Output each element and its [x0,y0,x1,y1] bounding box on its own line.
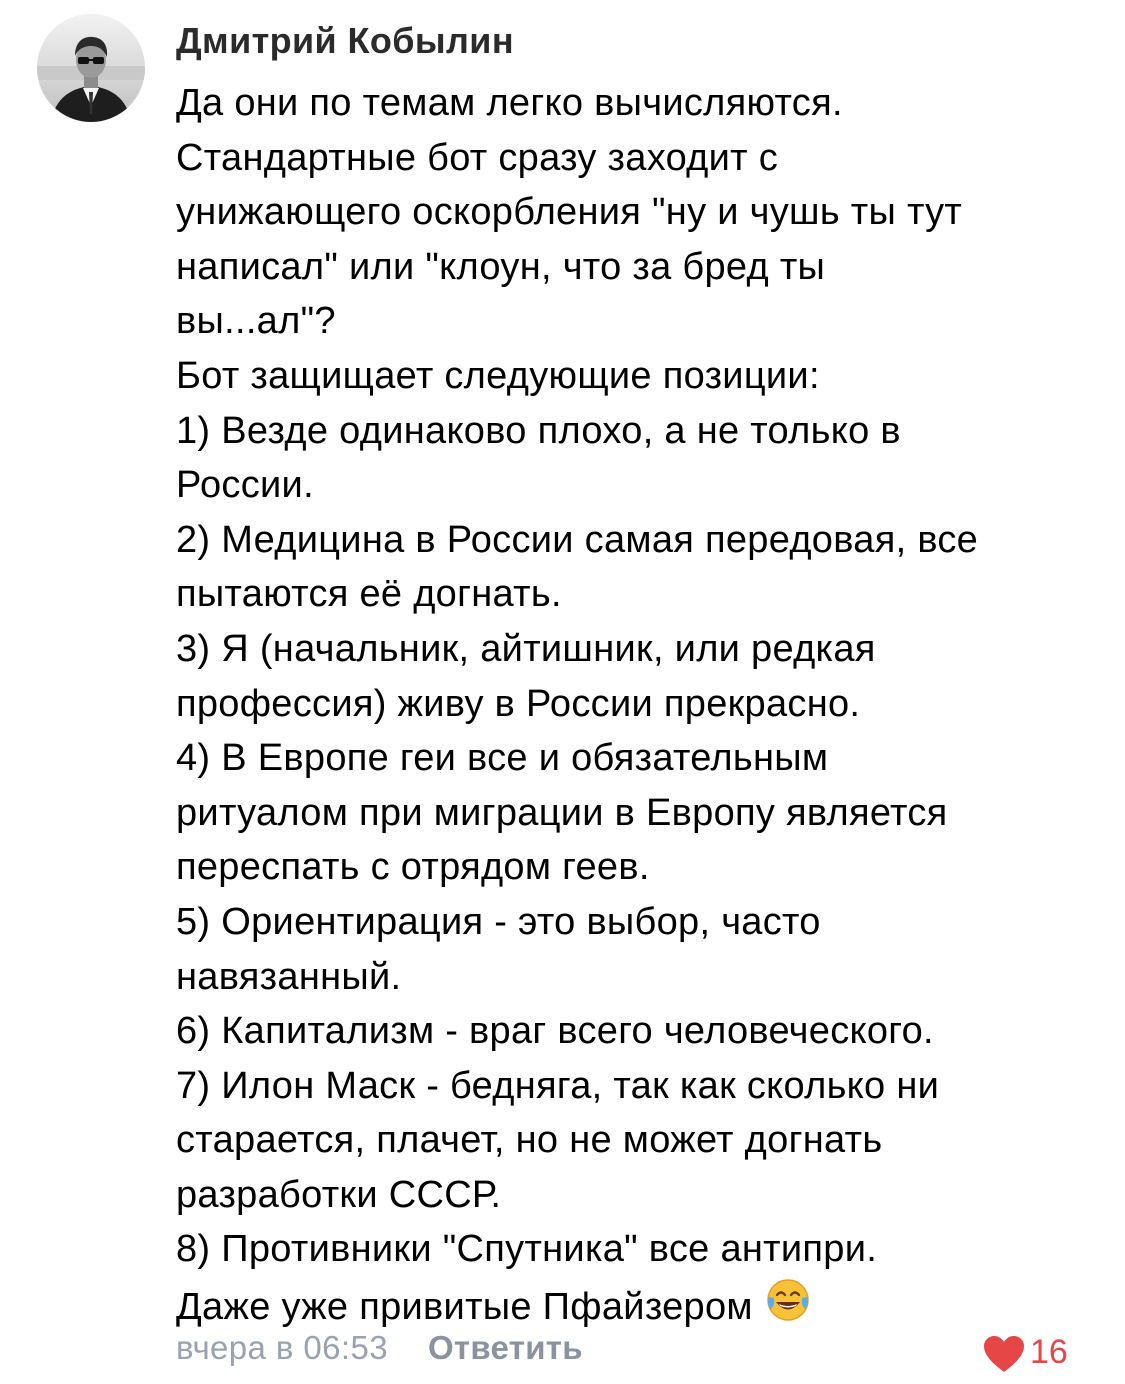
avatar-photo [37,14,145,122]
comment-line: Да они по темам легко вычисляются. [176,82,843,124]
reply-button[interactable]: Ответить [427,1329,583,1366]
comment-line: 4) В Европе геи все и обязательным [176,737,829,780]
comment-line: 8) Противники "Спутника" все антипри. [176,1228,878,1271]
face-with-tears-of-joy-icon [765,1277,811,1323]
comment-line: вы...ал"? [176,300,336,343]
like-button[interactable] [982,1328,1068,1384]
comment-line: унижающего оскорбления "ну и чушь ты тут [176,191,963,234]
like-count: 16 [1030,1333,1068,1371]
comment-line: Бот защищает следующие позиции: [176,354,820,397]
timestamp: вчера в 06:53 [176,1329,388,1366]
comment-footer [176,1326,583,1370]
avatar[interactable] [37,14,145,122]
comment-line: 5) Ориентирация - это выбор, часто [176,900,821,943]
comment-line: пытаются её догнать. [176,573,562,616]
comment-line: 6) Капитализм - враг всего человеческого. [176,1010,934,1053]
comment-line: 3) Я (начальник, айтишник, или редкая [176,627,876,670]
comment-line: старается, плачет, но не может догнать [176,1119,883,1162]
comment-line: России. [176,464,314,507]
comment-line: переспать с отрядом геев. [176,846,650,889]
author-name[interactable]: Дмитрий Кобылин [176,20,514,61]
comment-line: ритуалом при миграции в Европу является [176,791,948,834]
comment-line: 1) Везде одинаково плохо, а не только в [176,409,901,452]
heart-icon [982,1334,1026,1374]
comment-line: написал" или "клоун, что за бред ты [176,245,826,288]
comment-line: профессия) живу в России прекрасно. [176,682,861,725]
comment-line: Стандартные бот сразу заходит с [176,136,779,179]
comment-line: навязанный. [176,955,402,998]
comment-text [176,76,1111,1335]
comment-line: 7) Илон Маск - бедняга, так как сколько ни [176,1064,940,1107]
comment-line-text: Даже уже привитые Пфайзером [176,1286,753,1329]
comment-line: 2) Медицина в России самая передовая, все [176,518,979,561]
comment-line: разработки СССР. [176,1173,502,1216]
